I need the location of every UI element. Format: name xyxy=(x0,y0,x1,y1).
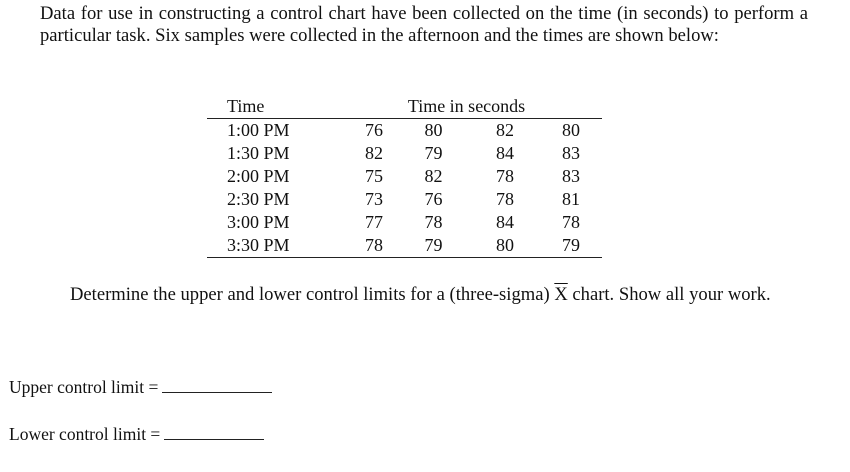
row-time: 1:00 PM xyxy=(227,120,290,140)
question-text-after: chart. Show all your work. xyxy=(567,284,771,305)
table-row xyxy=(207,234,602,258)
row-value-3: 78 xyxy=(496,166,514,186)
row-value-2: 78 xyxy=(424,212,443,232)
lower-control-limit-blank xyxy=(164,425,264,440)
header-time: Time xyxy=(207,93,351,119)
row-value-4: 79 xyxy=(540,234,602,258)
table-row xyxy=(207,142,602,165)
row-value-4: 78 xyxy=(562,212,580,232)
table-header-row xyxy=(207,93,602,119)
table-row xyxy=(207,165,602,188)
sample-times-table xyxy=(207,93,602,258)
upper-control-limit-label: Upper control limit = xyxy=(9,377,159,397)
table-row xyxy=(207,188,602,211)
row-value-1: 77 xyxy=(365,212,383,232)
table-row xyxy=(207,119,602,143)
question-text-before: Determine the upper and lower control limits for a (three-sigma) xyxy=(70,284,555,305)
header-time-in-seconds: Time in seconds xyxy=(351,93,602,119)
row-time: 2:00 PM xyxy=(227,166,290,186)
intro-paragraph: Data for use in constructing a control chart have been collected on the time (in seconds) to perform a particular task. Six samples were collected in the afternoon and the times are shown below: xyxy=(40,3,808,46)
row-value-4: 83 xyxy=(562,166,580,186)
row-value-4: 81 xyxy=(562,189,580,209)
row-time: 2:30 PM xyxy=(227,189,290,209)
lower-control-limit-label: Lower control limit = xyxy=(9,424,161,444)
row-value-2: 80 xyxy=(424,120,443,140)
row-value-1: 76 xyxy=(365,120,383,140)
upper-control-limit-blank xyxy=(162,378,272,393)
row-time: 1:30 PM xyxy=(227,143,290,163)
lower-control-limit-line xyxy=(9,424,264,445)
row-value-2: 82 xyxy=(424,166,443,186)
x-bar-symbol: $\overline{X}$ xyxy=(554,284,568,305)
row-value-3: 84 xyxy=(496,212,514,232)
question-paragraph xyxy=(70,283,802,307)
row-value-2: 76 xyxy=(424,189,443,209)
row-value-3: 84 xyxy=(496,143,514,163)
upper-control-limit-line xyxy=(9,377,272,398)
row-time: 3:00 PM xyxy=(227,212,290,232)
row-value-1: 73 xyxy=(365,189,383,209)
row-value-3: 80 xyxy=(470,234,540,258)
row-time: 3:30 PM xyxy=(207,234,351,258)
row-value-2: 79 xyxy=(424,143,443,163)
row-value-1: 75 xyxy=(365,166,383,186)
row-value-2: 79 xyxy=(397,234,470,258)
row-value-3: 82 xyxy=(496,120,514,140)
row-value-4: 80 xyxy=(562,120,580,140)
row-value-1: 78 xyxy=(351,234,397,258)
row-value-1: 82 xyxy=(365,143,383,163)
table-row xyxy=(207,211,602,234)
row-value-4: 83 xyxy=(562,143,580,163)
row-value-3: 78 xyxy=(496,189,514,209)
